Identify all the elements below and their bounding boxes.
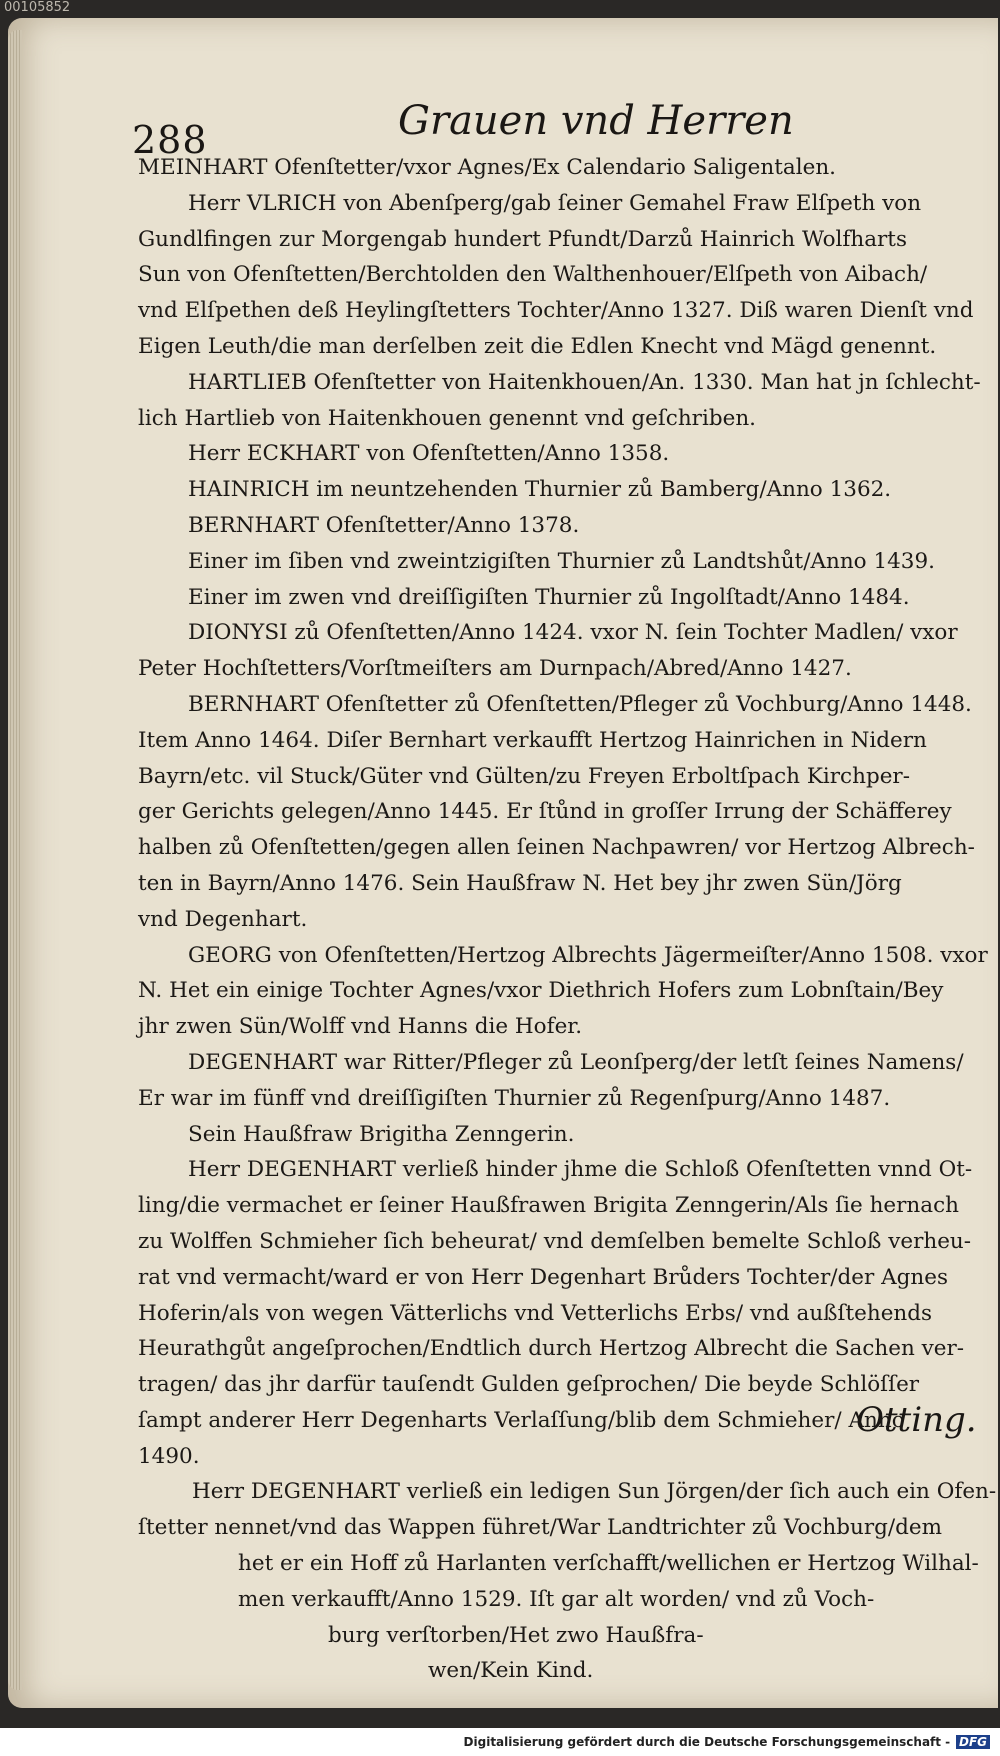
page-edge [8, 30, 22, 1690]
text-line: rat vnd vermacht/ward er von Herr Degenhart Brůders Tochter/der Agnes [138, 1264, 948, 1290]
text-line: MEINHART Ofenſtetter/vxor Agnes/Ex Calendario Saligentalen. [138, 155, 836, 180]
text-line: BERNHART Ofenſtetter zů Ofenſtetten/Pfleger zů Vochburg/Anno 1448. [188, 691, 972, 717]
text-line: burg verſtorben/Het zwo Haußfra- [328, 1622, 704, 1648]
text-line: Sein Haußfraw Brigitha Zenngerin. [188, 1121, 575, 1147]
text-line: Bayrn/etc. vil Stuck/Güter vnd Gülten/zu Freyen Erboltſpach Kirchper- [138, 763, 910, 789]
text-line: Eigen Leuth/die man derſelben zeit die Edlen Knecht vnd Mägd genennt. [138, 333, 937, 359]
text-line: HARTLIEB Ofenſtetter von Haitenkhouen/An. 1330. Man hat jn ſchlecht- [188, 369, 981, 395]
dfg-logo: DFG [956, 1735, 990, 1749]
text-line: vnd Elſpethen deß Heylingſtetters Tochter/Anno 1327. Diß waren Dienſt vnd [138, 298, 974, 324]
text-line: Herr DEGENHART verließ ein ledigen Sun Jörgen/der ſich auch ein Ofen- [192, 1479, 997, 1505]
running-header: Grauen vnd Herren [398, 98, 794, 144]
text-line: wen/Kein Kind. [428, 1658, 594, 1684]
text-line: GEORG von Ofenſtetten/Hertzog Albrechts Jägermeiſter/Anno 1508. vxor [188, 942, 988, 968]
footer-bar [0, 1728, 1000, 1756]
text-line: ten in Bayrn/Anno 1476. Sein Haußfraw N. Het bey jhr zwen Sün/Jörg [138, 870, 902, 896]
text-line: 1490. [138, 1443, 200, 1469]
text-line: Sun von Ofenſtetten/Berchtolden den Walthenhouer/Elſpeth von Aibach/ [138, 262, 928, 288]
text-line: ſtetter nennet/vnd das Wappen führet/War Landtrichter zů Vochburg/dem [138, 1515, 943, 1541]
image-id: 00105852 [4, 0, 71, 15]
text-line: het er ein Hoff zů Harlanten verſchafft/wellichen er Hertzog Wilhal- [238, 1551, 979, 1577]
catchword: Otting. [856, 1400, 977, 1440]
page-body-text [138, 150, 997, 1689]
text-line: Item Anno 1464. Diſer Bernhart verkaufft Hertzog Hainrichen in Nidern [138, 727, 927, 753]
text-line: lich Hartlieb von Haitenkhouen genennt vnd geſchriben. [138, 405, 756, 431]
text-line: Herr DEGENHART verließ hinder jhme die Schloß Ofenſtetten vnnd Ot- [188, 1157, 973, 1183]
text-line: Herr VLRICH von Abenſperg/gab ſeiner Gemahel Fraw Elſpeth von [188, 190, 922, 216]
text-line: HAINRICH im neuntzehenden Thurnier zů Bamberg/Anno 1362. [188, 477, 892, 503]
text-line: N. Het ein einige Tochter Agnes/vxor Diethrich Hofers zum Lobnſtain/Bey [138, 978, 944, 1004]
text-line: DIONYSI zů Ofenſtetten/Anno 1424. vxor N. ſein Tochter Madlen/ vxor [188, 620, 958, 646]
text-line: halben zů Ofenſtetten/gegen allen ſeinen Nachpawren/ vor Hertzog Albrech- [138, 835, 975, 861]
text-line: men verkaufft/Anno 1529. Iſt gar alt worden/ vnd zů Voch- [238, 1586, 875, 1612]
text-line: ling/die vermachet er ſeiner Haußfrawen Brigita Zenngerin/Als ſie hernach [138, 1193, 959, 1219]
text-line: jhr zwen Sün/Wolff vnd Hanns die Hofer. [138, 1014, 583, 1040]
text-line: zu Wolffen Schmieher ſich beheurat/ vnd demſelben bemelte Schloß verheu- [138, 1228, 972, 1254]
text-line: Hoferin/als von wegen Vätterlichs vnd Vetterlichs Erbs/ vnd außſtehends [138, 1300, 933, 1326]
text-line: Herr ECKHART von Ofenſtetten/Anno 1358. [188, 441, 670, 467]
text-line: Heurathgůt angeſprochen/Endtlich durch Hertzog Albrecht die Sachen ver- [138, 1336, 965, 1362]
text-line: Peter Hochſtetters/Vorſtmeiſters am Durnpach/Abred/Anno 1427. [138, 656, 852, 682]
text-line: tragen/ das jhr darfür tauſendt Gulden geſprochen/ Die beyde Schlöſſer [138, 1372, 920, 1398]
text-line: Er war im fünff vnd dreiſſigiſten Thurnier zů Regenſpurg/Anno 1487. [138, 1085, 891, 1111]
text-line: ſampt anderer Herr Degenharts Verlaſſung/blib dem Schmieher/ Anno [138, 1407, 905, 1433]
footer-credit-text: Digitalisierung gefördert durch die Deutsche Forschungsgemeinschaft - [463, 1735, 951, 1749]
text-line: vnd Degenhart. [138, 906, 308, 932]
text-line: BERNHART Ofenſtetter/Anno 1378. [188, 512, 580, 538]
footer-credit [464, 1735, 990, 1749]
page-number: 288 [132, 118, 208, 162]
text-line: Einer im ſiben vnd zweintzigiſten Thurnier zů Landtshůt/Anno 1439. [188, 548, 935, 574]
text-line: DEGENHART war Ritter/Pfleger zů Leonſperg/der letſt ſeines Namens/ [188, 1049, 964, 1075]
text-line: ger Gerichts gelegen/Anno 1445. Er ſtůnd in groſſer Irrung der Schäfferey [138, 799, 952, 825]
text-line: Gundlfingen zur Morgengab hundert Pfundt/Darzů Hainrich Wolfharts [138, 226, 907, 252]
text-line: Einer im zwen vnd dreiſſigiſten Thurnier zů Ingolſtadt/Anno 1484. [188, 584, 910, 610]
